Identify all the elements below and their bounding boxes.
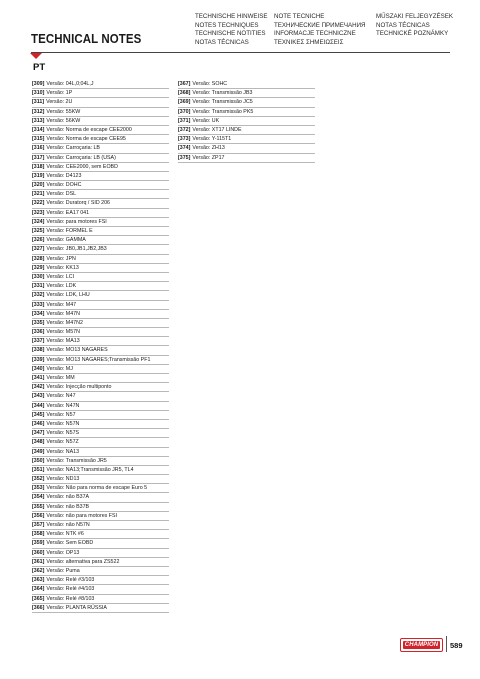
note-text: Versão: Duratorq / SID 206 <box>46 200 110 207</box>
note-code: [343] <box>32 393 45 400</box>
note-row <box>32 346 169 355</box>
language-title: ΤΕΧΝΙΚΕΣ ΣΗΜΕΙΩΣΕΙΣ <box>274 38 344 46</box>
note-code: [325] <box>32 228 45 234</box>
note-code: [342] <box>32 384 45 391</box>
note-row <box>32 273 169 282</box>
note-text: Versão: JPN <box>46 255 76 262</box>
note-row <box>32 126 169 135</box>
note-code: [316] <box>32 145 45 152</box>
note-code: [374] <box>178 145 191 152</box>
note-text: Versão: Injecção multiponto <box>46 384 112 391</box>
note-text: Versão: M57N <box>46 329 80 336</box>
note-row <box>32 365 169 374</box>
note-row <box>32 80 169 89</box>
note-code: [362] <box>32 567 45 574</box>
note-text: Versão: LDK <box>46 283 77 290</box>
note-text: Versão: não para motores FSI <box>46 512 118 519</box>
note-code: [375] <box>178 154 191 161</box>
note-text: Versão: Não para norma de escape Euro 5 <box>46 485 148 492</box>
note-row <box>32 420 169 429</box>
note-code: [355] <box>32 503 45 510</box>
note-row <box>32 411 169 420</box>
champion-logo <box>400 638 443 652</box>
note-text: Versão: MO13 NAGARES <box>46 347 108 354</box>
note-row <box>178 98 315 107</box>
note-code: [320] <box>32 182 45 189</box>
note-text: Versão: NTK #6 <box>46 531 84 538</box>
note-text: Versão: Norma de escape CEE95 <box>46 136 126 143</box>
note-code: [365] <box>32 595 45 602</box>
note-row <box>32 549 169 558</box>
note-code: [333] <box>32 301 45 308</box>
note-code: [371] <box>178 117 191 124</box>
section-marker-triangle <box>30 53 42 59</box>
note-code: [329] <box>32 264 45 271</box>
page-number: 589 <box>450 641 463 650</box>
note-row <box>178 108 315 117</box>
note-code: [319] <box>32 172 45 179</box>
note-code: [326] <box>32 237 45 244</box>
note-row <box>178 117 315 126</box>
note-row <box>32 576 169 585</box>
note-row <box>32 291 169 300</box>
note-code: [364] <box>32 586 45 593</box>
note-text: Versão: Norma de escape CEE2000 <box>46 126 132 133</box>
note-code: [336] <box>32 329 45 336</box>
language-title: TECHNISCHE NOTITIES <box>195 30 266 38</box>
note-code: [359] <box>32 540 45 547</box>
note-row <box>178 89 315 98</box>
note-row <box>32 328 169 337</box>
language-title: TECHNICKÉ POZNÁMKY <box>376 30 449 38</box>
language-title: TECHNISCHE HINWEISE <box>195 13 268 20</box>
note-row <box>32 466 169 475</box>
note-code: [350] <box>32 457 45 464</box>
note-text: Versão: NA13;Transmissão JR5, TL4 <box>46 466 134 473</box>
note-text: Versão: 1P <box>46 90 73 97</box>
language-title: MŰSZAKI FELJEGYZÉSEK <box>376 13 454 20</box>
page-title: TECHNICAL NOTES <box>31 32 142 46</box>
note-text: Versão: LCI <box>46 273 75 280</box>
note-text: Versão: JB0,JB1,JB2,JB3 <box>46 246 107 253</box>
note-code: [334] <box>32 310 45 317</box>
note-row <box>32 595 169 604</box>
note-code: [357] <box>32 522 45 528</box>
notes-column-left <box>32 80 169 613</box>
note-text: Versão: LDK, LHU <box>46 292 90 299</box>
note-code: [346] <box>32 420 45 427</box>
note-code: [332] <box>32 292 45 299</box>
note-text: Versão: N47 <box>46 393 76 400</box>
note-text: Versão: Relé #8/103 <box>46 595 95 602</box>
note-text: Versão: MJ <box>46 365 73 372</box>
note-row <box>32 163 169 172</box>
note-row <box>32 154 169 163</box>
note-text: Versão: PLANTA RÚSSIA <box>46 604 107 611</box>
note-row <box>32 438 169 447</box>
section-heading: PT <box>33 62 46 73</box>
note-code: [311] <box>32 99 45 106</box>
note-code: [341] <box>32 375 45 381</box>
note-code: [330] <box>32 273 45 280</box>
language-title: NOTES TECHNIQUES <box>195 21 259 29</box>
note-code: [313] <box>32 117 45 124</box>
note-row <box>32 227 169 236</box>
note-row <box>32 567 169 576</box>
note-text: Versão: MA13 <box>46 338 80 345</box>
note-row <box>32 484 169 493</box>
note-text: Versão: M47 <box>46 301 77 308</box>
note-row <box>32 475 169 484</box>
note-code: [323] <box>32 209 45 216</box>
note-row <box>32 310 169 319</box>
note-code: [366] <box>32 604 45 611</box>
note-code: [356] <box>32 512 45 519</box>
note-code: [373] <box>178 136 191 143</box>
note-row <box>32 374 169 383</box>
note-code: [348] <box>32 439 45 446</box>
note-row <box>32 218 169 227</box>
note-text: Versão: M47N <box>46 310 80 317</box>
note-row <box>178 135 315 144</box>
note-text: Versão: N47N <box>46 402 80 409</box>
note-text: Versão: EA17 041 <box>46 209 90 216</box>
language-title: NOTAS TÉCNICAS <box>376 21 430 29</box>
note-code: [309] <box>32 81 45 87</box>
note-row <box>32 539 169 548</box>
note-row <box>32 117 169 126</box>
note-text: Versão: MM <box>46 375 75 381</box>
note-row <box>32 585 169 594</box>
note-text: Versão: ZP17 <box>192 154 225 161</box>
note-text: Versão: M47N2 <box>46 319 83 326</box>
note-code: [340] <box>32 365 45 372</box>
note-text: Versão: não B37A <box>46 494 90 501</box>
note-row <box>178 80 315 89</box>
note-row <box>32 383 169 392</box>
language-title: INFORMACJE TECHNICZNE <box>274 30 356 38</box>
note-row <box>32 144 169 153</box>
note-text: Versão: 56KW <box>46 117 81 124</box>
note-text: Versão: Transmissão JR5 <box>46 457 107 464</box>
note-row <box>32 503 169 512</box>
note-text: Versão: NA13 <box>46 448 80 455</box>
note-text: Versão: Sem EOBD <box>46 540 94 547</box>
note-code: [347] <box>32 430 45 437</box>
note-code: [324] <box>32 218 45 225</box>
note-code: [349] <box>32 448 45 455</box>
language-titles-col1 <box>195 13 268 47</box>
note-text: Versão: não B37B <box>46 503 90 510</box>
language-titles-col2 <box>274 13 366 47</box>
note-text: Versão: Relé #4/103 <box>46 586 95 593</box>
note-code: [345] <box>32 411 45 418</box>
note-row <box>32 98 169 107</box>
note-text: Versão: 04L,0;04L,J <box>46 81 94 87</box>
note-code: [372] <box>178 126 191 133</box>
note-row <box>32 209 169 218</box>
note-code: [353] <box>32 485 45 492</box>
note-row <box>32 457 169 466</box>
note-code: [363] <box>32 577 45 584</box>
note-text: Versão: XT17 LINDE <box>192 126 242 133</box>
note-text: Versão: Transmissão JC5 <box>192 99 253 106</box>
note-row <box>32 236 169 245</box>
note-text: Versão: N57N <box>46 420 80 427</box>
note-row <box>32 521 169 530</box>
note-row <box>178 144 315 153</box>
note-row <box>32 255 169 264</box>
note-text: Versão: ND13 <box>46 476 80 483</box>
note-code: [338] <box>32 347 45 354</box>
note-text: Versão: não N57N <box>46 522 90 528</box>
note-row <box>32 402 169 411</box>
note-code: [351] <box>32 466 45 473</box>
note-row <box>32 282 169 291</box>
note-code: [322] <box>32 200 45 207</box>
language-title: NOTAS TÉCNICAS <box>195 38 249 46</box>
note-row <box>32 190 169 199</box>
note-text: Versão: Puma <box>46 567 80 574</box>
note-text: Versão: para motores FSI <box>46 218 107 225</box>
note-code: [354] <box>32 494 45 501</box>
note-text: Versão: GAMMA <box>46 237 86 244</box>
note-code: [339] <box>32 356 45 363</box>
note-text: Versão: Transmissão PK5 <box>192 108 254 115</box>
header-rule <box>31 52 450 53</box>
note-code: [310] <box>32 90 45 97</box>
note-text: Versão: Transmissão JB3 <box>192 90 253 97</box>
note-row <box>32 89 169 98</box>
note-row <box>32 429 169 438</box>
note-text: Versão: Relé #3/103 <box>46 577 95 584</box>
note-code: [358] <box>32 531 45 538</box>
note-text: Versão: N57S <box>46 430 80 437</box>
note-text: Versão: Carroçaria: LB (USA) <box>46 154 116 161</box>
note-row <box>32 448 169 457</box>
note-code: [314] <box>32 126 45 133</box>
note-row <box>32 493 169 502</box>
note-code: [335] <box>32 319 45 326</box>
note-code: [312] <box>32 108 45 115</box>
note-code: [317] <box>32 154 45 161</box>
note-text: Versão: UK <box>192 117 220 124</box>
note-row <box>32 319 169 328</box>
note-row <box>32 181 169 190</box>
note-code: [361] <box>32 558 45 565</box>
note-text: Versão: N57 <box>46 411 76 418</box>
language-title: ТЕХНИЧЕСКИЕ ПРИМЕЧАНИЯ <box>274 21 366 29</box>
note-row <box>178 126 315 135</box>
note-row <box>32 356 169 365</box>
note-text: Versão: MO13 NAGARES;Transmissão PF1 <box>46 356 151 363</box>
note-code: [360] <box>32 549 45 556</box>
note-text: Versão: FORMEL E <box>46 228 93 234</box>
note-row <box>32 301 169 310</box>
note-text: Versão: Y-115T1 <box>192 136 232 143</box>
note-code: [327] <box>32 246 45 253</box>
note-row <box>32 558 169 567</box>
note-text: Versão: N57Z <box>46 439 79 446</box>
footer-divider <box>446 636 447 652</box>
note-text: Versão: SOHC <box>192 81 228 87</box>
note-text: Versão: 2U <box>46 99 73 106</box>
note-code: [321] <box>32 191 45 198</box>
note-text: Versão: DSL <box>46 191 77 198</box>
language-title: NOTE TECNICHE <box>274 13 325 20</box>
champion-logo-text: CHAMPION <box>404 642 439 648</box>
note-row <box>32 337 169 346</box>
note-code: [367] <box>178 81 191 87</box>
note-text: Versão: OP13 <box>46 549 80 556</box>
note-text: Versão: CEE2000, sem EOBD <box>46 163 118 170</box>
language-titles-col3 <box>376 13 453 39</box>
note-row <box>32 604 169 613</box>
note-row <box>32 392 169 401</box>
note-row <box>32 135 169 144</box>
note-row <box>32 264 169 273</box>
champion-logo-badge <box>403 641 440 649</box>
note-code: [318] <box>32 163 45 170</box>
note-row <box>178 154 315 163</box>
note-text: Versão: DOHC <box>46 182 82 189</box>
note-text: Versão: D4123 <box>46 172 82 179</box>
note-row <box>32 108 169 117</box>
note-code: [315] <box>32 136 45 143</box>
note-text: Versão: 55KW <box>46 108 81 115</box>
note-code: [352] <box>32 476 45 483</box>
note-row <box>32 245 169 254</box>
note-code: [369] <box>178 99 191 106</box>
note-code: [331] <box>32 283 45 290</box>
note-row <box>32 199 169 208</box>
note-code: [337] <box>32 338 45 345</box>
note-row <box>32 512 169 521</box>
notes-column-right <box>178 80 315 163</box>
note-text: Versão: alternativa para ZS522 <box>46 558 120 565</box>
note-code: [368] <box>178 90 191 97</box>
note-text: Versão: ZH13 <box>192 145 225 152</box>
note-text: Versão: KK13 <box>46 264 79 271</box>
note-code: [370] <box>178 108 191 115</box>
note-row <box>32 172 169 181</box>
note-row <box>32 530 169 539</box>
note-code: [328] <box>32 255 45 262</box>
note-text: Versão: Carroçaria: LB <box>46 145 100 152</box>
note-code: [344] <box>32 402 45 409</box>
